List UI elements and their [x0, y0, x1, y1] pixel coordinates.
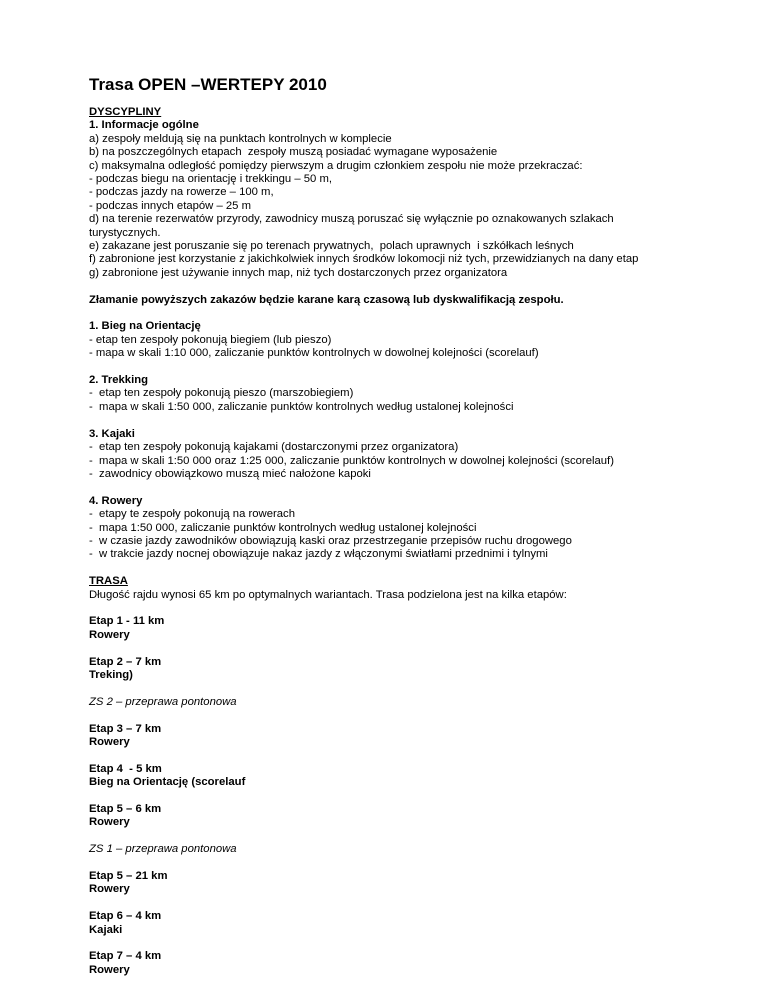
discipline-line: - etapy te zespoły pokonują na rowerach [89, 508, 295, 521]
rule-line: e) zakazane jest poruszanie się po terenach prywatnych, polach uprawnych i szkółkach leśnych [89, 240, 574, 253]
etap-discipline: Rowery [89, 628, 130, 641]
etap-discipline: Treking) [89, 668, 133, 681]
discipline-title: 1. Bieg na Orientację [89, 320, 201, 333]
rule-line: - podczas biegu na orientację i trekkingu – 50 m, [89, 173, 333, 186]
discipline-line: - mapa w skali 1:50 000, zaliczanie punktów kontrolnych według ustalonej kolejności [89, 400, 514, 413]
rule-line: - podczas jazdy na rowerze – 100 m, [89, 186, 274, 199]
etap-item [89, 910, 728, 937]
rule-line: c) maksymalna odległość pomiędzy pierwszym a drugim członkiem zespołu nie może przekraczać: [89, 159, 583, 172]
etap-item [89, 723, 728, 750]
rule-line: a) zespoły meldują się na punktach kontrolnych w komplecie [89, 132, 392, 145]
discipline-line: - w czasie jazdy zawodników obowiązują kaski oraz przestrzeganie przepisów ruchu drogowego [89, 534, 572, 547]
etap-distance: Etap 6 – 4 km [89, 910, 162, 923]
etap-item [89, 615, 728, 642]
discipline-rowery [89, 495, 728, 562]
discipline-line: - mapa w skali 1:10 000, zaliczanie punktów kontrolnych w dowolnej kolejności (scorelauf) [89, 347, 539, 360]
discipline-kajaki [89, 428, 728, 482]
etap-distance: Etap 7 – 4 km [89, 950, 162, 963]
etap-discipline: Rowery [89, 816, 130, 829]
general-rules-list [89, 133, 728, 280]
discipline-bieg [89, 320, 728, 360]
discipline-line: - etap ten zespoły pokonują biegiem (lub pieszo) [89, 333, 332, 346]
etap-distance: Etap 5 – 6 km [89, 802, 162, 815]
discipline-title: 2. Trekking [89, 374, 149, 387]
discipline-line: - mapa w skali 1:50 000 oraz 1:25 000, zaliczanie punktów kontrolnych w dowolnej kolejności (scorelauf) [89, 454, 614, 467]
discipline-title: 4. Rowery [89, 494, 143, 507]
etap-distance: Etap 5 – 21 km [89, 869, 168, 882]
document-title: Trasa OPEN –WERTEPY 2010 [89, 75, 327, 94]
discipline-line: - w trakcie jazdy nocnej obowiązuje nakaz jazdy z włączonymi światłami przednimi i tylnymi [89, 548, 548, 561]
etap-item [89, 870, 728, 897]
discipline-line: - zawodnicy obowiązkowo muszą mieć nałożone kapoki [89, 467, 371, 480]
etap-discipline: Rowery [89, 963, 130, 976]
etap-discipline: Kajaki [89, 923, 123, 936]
etap-item [89, 950, 728, 977]
trasa-intro: Długość rajdu wynosi 65 km po optymalnych wariantach. Trasa podzielona jest na kilka etapów: [89, 588, 567, 601]
zs-note: ZS 1 – przeprawa pontonowa [89, 843, 237, 856]
rule-line: turystycznych. [89, 226, 161, 239]
discipline-line: - mapa 1:50 000, zaliczanie punktów kontrolnych według ustalonej kolejności [89, 521, 477, 534]
penalty-notice: Złamanie powyższych zakazów będzie karane karą czasową lub dyskwalifikacją zespołu. [89, 293, 564, 306]
rule-line: f) zabronione jest korzystanie z jakichkolwiek innych środków lokomocji niż tych, przewidzianych na dany etap [89, 253, 639, 266]
section-title-general: 1. Informacje ogólne [89, 119, 199, 132]
etap-distance: Etap 4 - 5 km [89, 762, 162, 775]
rule-line: g) zabronione jest używanie innych map, niż tych dostarczonych przez organizatora [89, 266, 508, 279]
etap-discipline: Rowery [89, 883, 130, 896]
rule-line: d) na terenie rezerwatów przyrody, zawodnicy muszą poruszać się wyłącznie po oznakowanych szlakach [89, 213, 614, 226]
dyscypliny-heading: DYSCYPLINY [89, 106, 162, 118]
rule-line: b) na poszczególnych etapach zespoły muszą posiadać wymagane wyposażenie [89, 146, 498, 159]
etap-discipline: Rowery [89, 735, 130, 748]
trasa-heading: TRASA [89, 575, 128, 588]
etap-item [89, 763, 728, 790]
etap-discipline: Bieg na Orientację (scorelauf [89, 776, 246, 789]
rule-line: - podczas innych etapów – 25 m [89, 199, 252, 212]
discipline-trekking [89, 374, 728, 414]
etap-distance: Etap 1 - 11 km [89, 615, 165, 628]
etap-item [89, 656, 728, 683]
discipline-line: - etap ten zespoły pokonują pieszo (marszobiegiem) [89, 387, 354, 400]
zs-note: ZS 2 – przeprawa pontonowa [89, 695, 237, 708]
etap-item [89, 803, 728, 830]
etap-distance: Etap 2 – 7 km [89, 655, 162, 668]
discipline-line: - etap ten zespoły pokonują kajakami (dostarczonymi przez organizatora) [89, 441, 459, 454]
discipline-title: 3. Kajaki [89, 427, 135, 440]
etap-distance: Etap 3 – 7 km [89, 722, 162, 735]
